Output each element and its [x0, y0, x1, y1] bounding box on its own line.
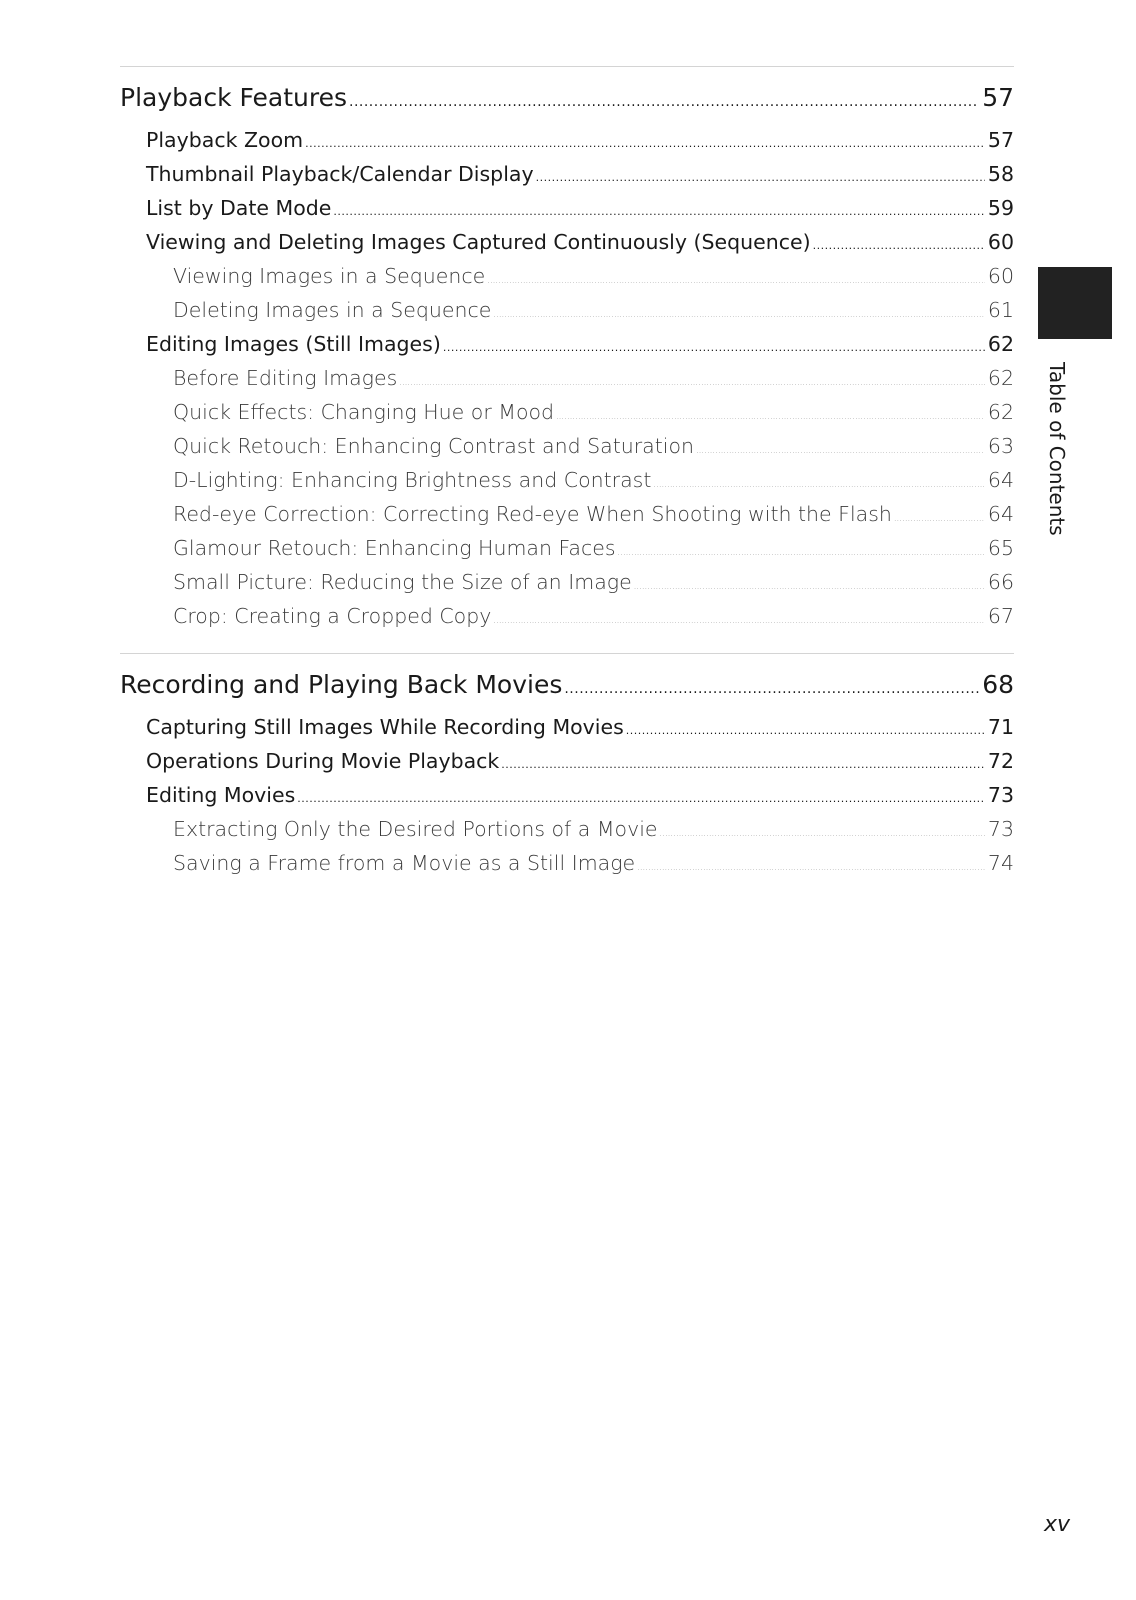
toc-heading-page: 68: [982, 670, 1014, 699]
dot-leader: [487, 264, 985, 298]
dot-leader: [501, 748, 985, 782]
dot-leader: [493, 604, 985, 638]
dot-leader: [333, 195, 985, 229]
chapter-tab-marker: [1038, 267, 1112, 339]
toc-entry-title: Viewing and Deleting Images Captured Continuously (Sequence): [146, 230, 811, 254]
dot-leader: [894, 502, 985, 536]
toc-entry[interactable]: [120, 191, 1014, 225]
toc-subentry-title: Red-eye Correction: Correcting Red-eye When Shooting with the Flash: [173, 502, 892, 526]
toc-entry-page: 57: [987, 128, 1014, 152]
dot-leader: [297, 782, 985, 816]
toc-subentry[interactable]: [120, 497, 1014, 531]
toc-subentry-page: 60: [987, 264, 1014, 288]
toc-subentry-title: Small Picture: Reducing the Size of an Image: [173, 570, 632, 594]
toc-subentry-page: 63: [987, 434, 1014, 458]
toc-section: [120, 66, 1014, 633]
toc-subentry-title: Viewing Images in a Sequence: [173, 264, 486, 288]
side-label-table-of-contents: Table of Contents: [1045, 362, 1069, 536]
toc-subentry-page: 66: [987, 570, 1014, 594]
toc-subentry[interactable]: [120, 531, 1014, 565]
toc-heading-title: Playback Features: [120, 83, 347, 112]
toc-entry-page: 62: [987, 332, 1014, 356]
toc-entry-title: Editing Movies: [146, 783, 296, 807]
toc-heading-title: Recording and Playing Back Movies: [120, 670, 563, 699]
toc-subentry-title: Quick Retouch: Enhancing Contrast and Saturation: [173, 434, 695, 458]
toc-entry[interactable]: [120, 327, 1014, 361]
toc-subentry-title: D-Lighting: Enhancing Brightness and Contrast: [173, 468, 652, 492]
toc-entry-page: 59: [987, 196, 1014, 220]
toc-entry-page: 71: [987, 715, 1014, 739]
toc-subentry[interactable]: [120, 846, 1014, 880]
dot-leader: [443, 331, 985, 365]
toc-entry[interactable]: [120, 225, 1014, 259]
toc-entry-title: Playback Zoom: [146, 128, 304, 152]
dot-leader: [305, 127, 985, 161]
toc-subentry[interactable]: [120, 429, 1014, 463]
dot-leader: [618, 536, 985, 570]
toc-subentry-page: 61: [987, 298, 1014, 322]
page-number: xv: [1043, 1512, 1070, 1537]
toc-subentry[interactable]: [120, 293, 1014, 327]
toc-entry[interactable]: [120, 157, 1014, 191]
toc-subentry-title: Before Editing Images: [173, 366, 398, 390]
table-of-contents: [120, 66, 1014, 880]
dot-leader: [349, 71, 979, 133]
toc-subentry-page: 74: [987, 851, 1014, 875]
dot-leader: [696, 434, 985, 468]
toc-subentry[interactable]: [120, 565, 1014, 599]
dot-leader: [536, 161, 985, 195]
toc-subentry-title: Glamour Retouch: Enhancing Human Faces: [173, 536, 616, 560]
toc-subentry-page: 65: [987, 536, 1014, 560]
toc-subentry-title: Saving a Frame from a Movie as a Still Image: [173, 851, 636, 875]
toc-subentry-page: 67: [987, 604, 1014, 628]
toc-subentry[interactable]: [120, 599, 1014, 633]
toc-subentry-page: 64: [987, 468, 1014, 492]
toc-entry[interactable]: [120, 778, 1014, 812]
dot-leader: [634, 570, 985, 604]
toc-section: [120, 653, 1014, 880]
dot-leader: [564, 658, 979, 720]
toc-entry-title: Editing Images (Still Images): [146, 332, 441, 356]
toc-subentry-title: Deleting Images in a Sequence: [173, 298, 492, 322]
toc-subentry[interactable]: [120, 812, 1014, 846]
toc-subentry[interactable]: [120, 259, 1014, 293]
dot-leader: [626, 714, 985, 748]
toc-subentry-page: 73: [987, 817, 1014, 841]
toc-entry[interactable]: [120, 710, 1014, 744]
toc-entry-title: Operations During Movie Playback: [146, 749, 500, 773]
dot-leader: [493, 298, 985, 332]
toc-entry-title: Thumbnail Playback/Calendar Display: [146, 162, 534, 186]
toc-entry-page: 73: [987, 783, 1014, 807]
toc-subentry[interactable]: [120, 361, 1014, 395]
toc-subentry-page: 62: [987, 400, 1014, 424]
dot-leader: [660, 817, 985, 851]
toc-entry[interactable]: [120, 123, 1014, 157]
toc-entry-page: 58: [987, 162, 1014, 186]
toc-subentry-page: 62: [987, 366, 1014, 390]
toc-heading[interactable]: [120, 654, 1014, 710]
toc-entry[interactable]: [120, 744, 1014, 778]
toc-subentry-title: Quick Effects: Changing Hue or Mood: [173, 400, 555, 424]
toc-subentry[interactable]: [120, 463, 1014, 497]
toc-entry-title: List by Date Mode: [146, 196, 332, 220]
toc-heading[interactable]: [120, 67, 1014, 123]
toc-entry-title: Capturing Still Images While Recording Movies: [146, 715, 624, 739]
dot-leader: [637, 851, 985, 885]
toc-entry-page: 72: [987, 749, 1014, 773]
toc-subentry[interactable]: [120, 395, 1014, 429]
toc-entry-page: 60: [987, 230, 1014, 254]
toc-heading-page: 57: [982, 83, 1014, 112]
toc-subentry-title: Extracting Only the Desired Portions of a Movie: [173, 817, 658, 841]
toc-subentry-title: Crop: Creating a Cropped Copy: [173, 604, 492, 628]
toc-subentry-page: 64: [987, 502, 1014, 526]
dot-leader: [813, 229, 985, 263]
